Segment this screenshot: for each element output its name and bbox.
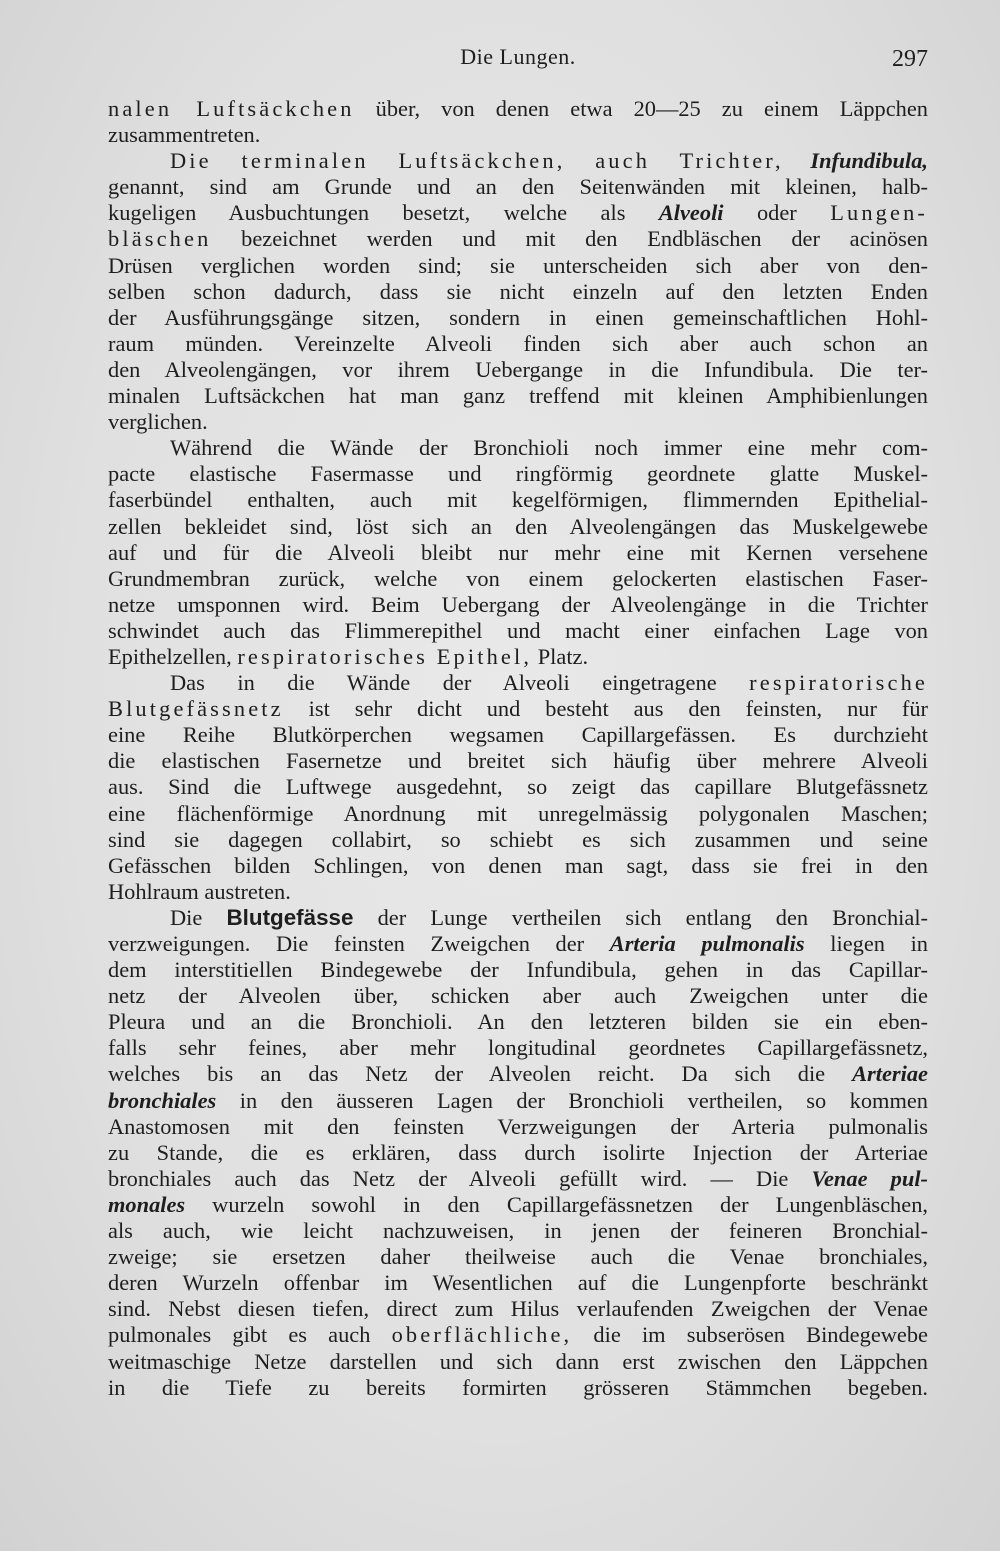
text-run: als auch, wie leicht nachzuweisen, in jenen der feineren Bronchial-	[108, 1218, 928, 1244]
text-line	[108, 801, 928, 827]
text-run: verglichen.	[108, 409, 208, 435]
text-run: liegen in	[804, 931, 928, 956]
text-run: Die	[170, 904, 227, 930]
text-run: Gefässchen bilden Schlingen, von denen man sagt, dass sie frei in den	[108, 852, 928, 878]
text-run: bronchiales auch das Netz der Alveoli gefüllt wird. — Die	[108, 1165, 812, 1191]
text-line	[108, 461, 928, 487]
text-line	[108, 357, 928, 383]
text-run: minalen Luftsäckchen hat man ganz treffend mit kleinen Amphibienlungen	[108, 383, 928, 409]
text-line	[108, 200, 928, 226]
text-run: Drüsen verglichen worden sind; sie unterscheiden sich aber von den-	[108, 252, 928, 278]
text-line	[108, 1009, 928, 1035]
text-line	[108, 1061, 928, 1087]
text-run: dem interstitiellen Bindegewebe der Infundibula, gehen in das Capillar-	[108, 957, 928, 983]
text-latin: monales	[108, 1191, 186, 1217]
text-spaced: Blutgefässnetz	[108, 696, 284, 722]
text-run: Hohlraum austreten.	[108, 878, 291, 904]
text-run: Grundmembran zurück, welche von einem gelockerten elastischen Faser-	[108, 565, 928, 591]
text-run: zu Stande, die es erklären, dass durch isolirte Injection der Arteriae	[108, 1139, 928, 1165]
text-run: zweige; sie ersetzen daher theilweise auch die Venae bronchiales,	[108, 1244, 928, 1270]
text-run: raum münden. Vereinzelte Alveoli finden sich aber auch schon an	[108, 330, 928, 356]
text-line	[108, 1375, 928, 1401]
text-line	[108, 279, 928, 305]
text-latin: Alveoli	[658, 200, 724, 226]
text-run: Während die Wände der Bronchioli noch immer eine mehr com-	[170, 435, 928, 461]
text-line	[108, 905, 928, 931]
page-header	[108, 44, 928, 78]
text-line	[108, 827, 928, 853]
text-run: der Lunge vertheilen sich entlang den Bronchial-	[353, 904, 929, 930]
text-spaced: bläschen	[108, 226, 212, 252]
text-spaced: respiratorische	[749, 670, 928, 696]
text-spaced: oberflächliche,	[391, 1322, 573, 1348]
text-latin: Infundibula,	[810, 148, 928, 174]
text-line	[108, 122, 928, 148]
text-run: netz der Alveolen über, schicken aber auch Zweigchen unter die	[108, 983, 928, 1009]
text-line	[108, 1296, 928, 1322]
text-spaced: respiratorisches Epithel,	[237, 643, 533, 669]
text-run: auf und für die Alveoli bleibt nur mehr eine mit Kernen versehene	[108, 539, 928, 565]
text-line	[108, 487, 928, 513]
text-line	[108, 1218, 928, 1244]
text-line	[108, 670, 928, 696]
text-run	[784, 148, 811, 173]
page-number: 297	[892, 46, 928, 72]
text-run: weitmaschige Netze darstellen und sich dann erst zwischen den Läppchen	[108, 1348, 928, 1374]
text-line	[108, 253, 928, 279]
text-run: netze umsponnen wird. Beim Uebergang der Alveolengänge in die Trichter	[108, 591, 928, 617]
text-run: eine flächenförmige Anordnung mit unregelmässig polygonalen Maschen;	[108, 800, 928, 826]
text-line	[108, 1035, 928, 1061]
text-line	[108, 1349, 928, 1375]
text-latin: Venae pul-	[811, 1165, 928, 1191]
text-line	[108, 1192, 928, 1218]
text-line	[108, 514, 928, 540]
text-latin: Arteriae	[852, 1061, 928, 1087]
text-run: Epithelzellen,	[108, 643, 238, 669]
text-run: Platz.	[532, 643, 589, 669]
text-line	[108, 435, 928, 461]
text-line	[108, 331, 928, 357]
text-run: Anastomosen mit den feinsten Verzweigungen der Arteria pulmonalis	[108, 1113, 928, 1139]
text-run: der Ausführungsgänge sitzen, sondern in einen gemeinschaftlichen Hohl-	[108, 304, 928, 330]
text-line	[108, 931, 928, 957]
text-run: faserbündel enthalten, auch mit kegelförmigen, flimmernden Epithelial-	[108, 487, 928, 513]
text-line	[108, 879, 928, 905]
text-run: wurzeln sowohl in den Capillargefässnetzen der Lungenbläschen,	[185, 1191, 928, 1217]
text-run: oder	[723, 200, 831, 226]
text-line	[108, 566, 928, 592]
text-run: falls sehr feines, aber mehr longitudinal geordnetes Capillargefässnetz,	[108, 1035, 928, 1061]
text-line	[108, 174, 928, 200]
text-spaced: Lungen-	[830, 200, 928, 226]
text-run: in den äusseren Lagen der Bronchioli vertheilen, so kommen	[216, 1087, 928, 1113]
text-line	[108, 592, 928, 618]
text-bold-sans: Blutgefässe	[226, 904, 354, 930]
text-line	[108, 696, 928, 722]
text-run: in die Tiefe zu bereits formirten grösseren Stämmchen begeben.	[108, 1374, 928, 1400]
text-spaced: Die terminalen Luftsäckchen, auch Trichter,	[170, 148, 784, 174]
text-line	[108, 853, 928, 879]
text-run: pacte elastische Fasermasse und ringförmig geordnete glatte Muskel-	[108, 461, 928, 487]
text-run: schwindet auch das Flimmerepithel und macht einer einfachen Lage von	[108, 617, 928, 643]
text-run: über, von denen etwa 20—25 zu einem Läppchen	[354, 96, 928, 121]
text-run: sind. Nebst diesen tiefen, direct zum Hilus verlaufenden Zweigchen der Venae	[108, 1296, 928, 1322]
text-line	[108, 774, 928, 800]
text-run: zellen bekleidet sind, löst sich an den Alveolengängen das Muskelgewebe	[108, 513, 928, 539]
text-run: deren Wurzeln offenbar im Wesentlichen auf die Lungenpforte beschränkt	[108, 1270, 928, 1296]
text-run: eine Reihe Blutkörperchen wegsamen Capillargefässen. Es durchzieht	[108, 722, 928, 748]
text-spaced: nalen Luftsäckchen	[108, 96, 355, 121]
text-line	[108, 1270, 928, 1296]
text-run: selben schon dadurch, dass sie nicht einzeln auf den letzten Enden	[108, 278, 928, 304]
text-latin: bronchiales	[108, 1087, 217, 1113]
text-run: zusammentreten.	[108, 122, 261, 148]
text-line	[108, 722, 928, 748]
text-run: bezeichnet werden und mit den Endbläschen der acinösen	[211, 226, 928, 252]
text-line	[108, 148, 928, 174]
text-line	[108, 644, 928, 670]
text-line	[108, 383, 928, 409]
text-run: kugeligen Ausbuchtungen besetzt, welche als	[108, 200, 659, 226]
text-line	[108, 1114, 928, 1140]
text-line	[108, 1140, 928, 1166]
text-line	[108, 305, 928, 331]
text-run: genannt, sind am Grunde und an den Seitenwänden mit kleinen, halb-	[108, 174, 928, 200]
text-line	[108, 540, 928, 566]
text-run: verzweigungen. Die feinsten Zweigchen der	[108, 931, 610, 956]
body-text	[108, 96, 928, 1401]
text-line	[108, 1166, 928, 1192]
text-run: welches bis an das Netz der Alveolen reicht. Da sich die	[108, 1061, 853, 1087]
text-run: aus. Sind die Luftwege ausgedehnt, so zeigt das capillare Blutgefässnetz	[108, 774, 928, 800]
text-line	[108, 748, 928, 774]
text-line	[108, 1322, 928, 1348]
text-line	[108, 618, 928, 644]
text-run: sind sie dagegen collabirt, so schiebt es sich zusammen und seine	[108, 826, 928, 852]
text-run: den Alveolengängen, vor ihrem Uebergange in die Infundibula. Die ter-	[108, 356, 928, 382]
text-line	[108, 96, 928, 122]
text-line	[108, 226, 928, 252]
text-run: ist sehr dicht und besteht aus den feinsten, nur für	[283, 696, 928, 722]
text-latin: Arteria pulmonalis	[609, 931, 805, 956]
text-run: die im subserösen Bindegewebe	[572, 1322, 928, 1348]
text-run: pulmonales gibt es auch	[108, 1322, 392, 1348]
text-line	[108, 957, 928, 983]
text-line	[108, 1088, 928, 1114]
running-title: Die Lungen.	[460, 44, 576, 69]
text-line	[108, 1244, 928, 1270]
text-run: Pleura und an die Bronchioli. An den letzteren bilden sie ein eben-	[108, 1009, 928, 1035]
text-run: die elastischen Fasernetze und breitet sich häufig über mehrere Alveoli	[108, 748, 928, 774]
text-line	[108, 983, 928, 1009]
text-run: Das in die Wände der Alveoli eingetragene	[170, 670, 750, 696]
text-line	[108, 409, 928, 435]
